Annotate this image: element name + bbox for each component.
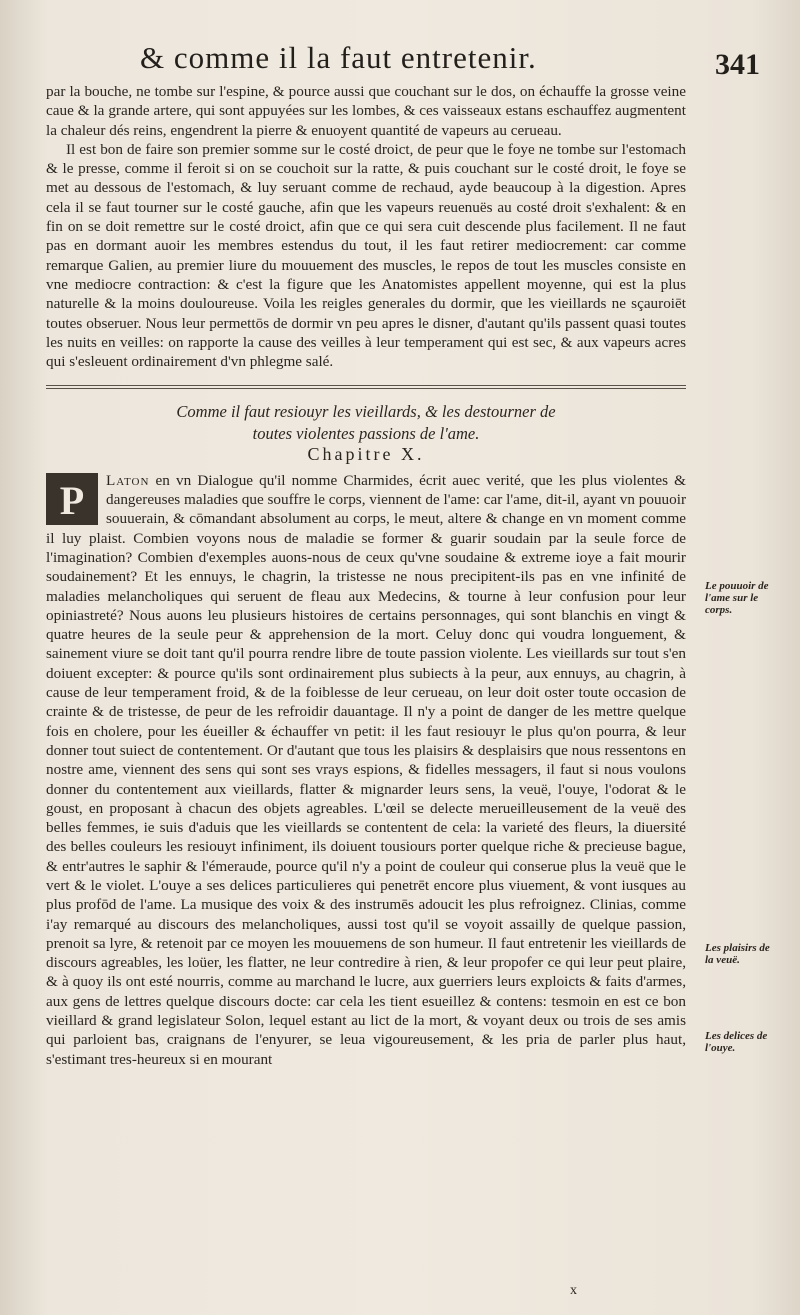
chapter-number: Chapitre X. bbox=[307, 444, 425, 465]
margin-note-pouvoir: Le pouuoir de l'ame sur le corps. bbox=[705, 580, 769, 616]
paragraph-continued: par la bouche, ne tombe sur l'espine, & pource aussi que couchant sur le dos, on échauffe la grosse veine caue & la grande artere, qui sont appuyées sur les lombes, & ces vaisseaux estans eschauffez augmentent la chaleur dés reins, engendrent la pierre & enuoyent quantité de vapeurs au cerueau. bbox=[46, 83, 686, 139]
running-title: & comme il la faut entretenir. bbox=[140, 40, 537, 75]
chapter-body-text: en vn Dialogue qu'il nomme Charmides, écrit auec verité, que les plus violentes & dangereuses maladies que souffre le corps, viennent de l'ame: car l'ame, dit-il, ayant vn pouuoir souuerain, & cōmandant absolument au corps, le meut, altere & change en vn moment comme il luy plaist. Combien voyons nous de maladie se former & guarir soudain par la seule force de l'imagination? Combien d'exemples auons-nous de ceux qu'vne soudaine & extreme ioye a fait mourir soudainement? Et les ennuys, le chagrin, la tristesse ne nous precipitent-ils pas en vne infinité de maladies melancholiques qui seruent de fleau aux Medecins, & tourne à leur confusion pour leur opiniastreté? Nous auons leu plusieurs histoires de certains personnages, qui sont blanchis en vingt & quatre heures de la seule peur & apprehension de la mort. Celuy donc qui voudra longuement, & sainement viure se doit tant qu'il pourra rendre libre de toute passion violente. Les vieillards sur tout s'en doiuent excepter: & pource qu'ils sont ordinairement plus subiects à la peur, aux ennuys, au chagrin, à cause de leur temperament froid, & de la foiblesse de leur cerueau, on leur doit oster toute occasion de crainte & de tristesse, de peur de les refroidir dauantage. Il n'y a point de danger de les mettre quelque fois en cholere, pour les éueiller & échauffer vn petit: il les faut resiouyr le plus qu'on pourra, & leur donner tout suiect de contentement. Or d'autant que tous les plaisirs & desplaisirs que nous ressentons en nostre ame, viennent des sens qui sont ses vrays espions, & fidelles messagers, il faut si nous voulons donner du contentement aux vieillards, flatter & mignarder leurs sens, la veuë, l'ouye, l'odorat & le goust, en proposant à chacun des objets agreables. L'œil se delecte merueilleusement de la veuë des belles femmes, ie suis d'aduis que les vieillards se contentent de cela: la varieté des fleurs, la diuersité des belles couleurs les resiouyt infiniment, ils doiuent tousiours porter quelque riche & precieuse bague, & entr'autres le saphir & l'émeraude, pource qu'il n'y a point de couleur qui conserue plus la veuë que le vert & le violet. L'ouye a ses delices particulieres qui penetrēt encore plus viuement, & vont iusques au plus profōd de l'ame. La musique des voix & des instrumēs adoucit les plus refroignez. Clinias, comme i'ay remarqué au discours des melancholiques, aussi tost qu'il se voyoit assailly de quelque passion, prenoit sa lyre, & retenoit par ce moyen les mouuemens de son humeur. Il faut entretenir les vieillards de discours agreables, les loüer, les flatter, ne leur contredire à rien, & leur propofer ce qui leur peut plaire, & à quoy ils ont esté nourris, comme au marchand le lucre, aux guerriers leurs exploicts & faits d'armes, aux gens de lettres quelque discours docte: car cela les tient esueillez & contens: tesmoin en est ce bon vieillard & grand legislateur Solon, lequel estant au lict de la mort, & voyant deux ou trois de ses amis qui parloient bas, craignans de l'enyurer, se leua vigoureusement, & les pria de parler plus haut, s'estimant tres-heureux si en mourant bbox=[46, 471, 687, 1068]
chapter-paragraph bbox=[46, 471, 686, 1069]
page-number: 341 bbox=[715, 48, 760, 81]
drop-cap-initial: P bbox=[46, 473, 98, 525]
chapter-divider bbox=[46, 385, 686, 389]
margin-note-plaisirs: Les plaisirs de la veuë. bbox=[705, 942, 770, 966]
chapter-heading bbox=[46, 401, 686, 464]
chapter-title-line-2: toutes violentes passions de l'ame. bbox=[252, 424, 480, 444]
chapter-opening-word: Laton bbox=[106, 471, 150, 489]
chapter-title-line-1: Comme il faut resiouyr les vieillards, & les destourner de bbox=[176, 402, 556, 422]
page-header bbox=[140, 22, 760, 82]
page-body bbox=[46, 82, 686, 1069]
margin-note-delices: Les delices de l'ouye. bbox=[705, 1030, 768, 1054]
paragraph-sleep-rules: Il est bon de faire son premier somme sur le costé droict, de peur que le foye ne tombe sur l'estomach & le presse, comme il feroit si on se couchoit sur la ratte, & puis couchant sur le costé droit, le foye se met au dessous de l'estomach, & luy seruant comme de rechaud, ayde beaucoup à la digestion. Apres cela il se faut tourner sur le costé gauche, afin que les vapeurs reuenuës au costé droit s'exhalent: & en fin on se doit remettre sur le costé droict, afin que ce qui sera cuit descende plus facilement. Il ne faut pas en dormant auoir les membres estendus du tout, il les faut retirer mediocrement: car comme remarque Galien, au premier liure du mouuement des muscles, le repos de tout les muscles consiste en vne mediocre contraction: & c'est la figure que les Anatomistes appellent moyenne, qui est la plus naturelle & la moins douloureuse. Voila les reigles generales du dormir, que les vieillards ne sçauroiēt toutes obseruer. Nous leur permettōs de dormir vn peu apres le disner, d'autant qu'ils passent quasi toutes les nuits en veilles: on rapporte la cause des veilles à leur temperament qui est sec, & aux vapeurs acres qui s'esleuent ordinairement d'vn phlegme salé. bbox=[46, 140, 686, 371]
signature-mark: x bbox=[570, 1283, 577, 1298]
